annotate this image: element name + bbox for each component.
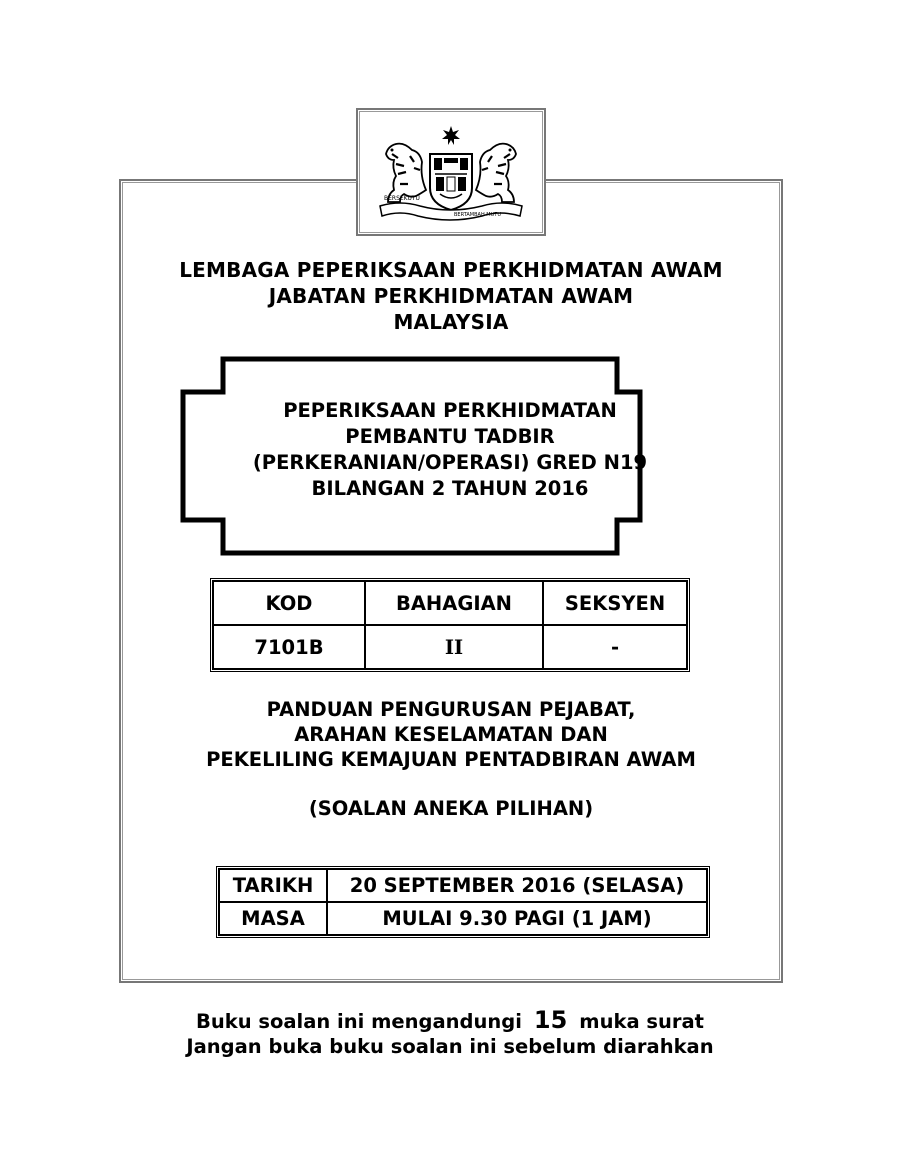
exam-title <box>230 398 670 502</box>
date-label: TARIKH <box>219 869 327 902</box>
code-value: 7101B <box>213 625 365 669</box>
subject-line-2: ARAHAN KESELAMATAN DAN <box>294 723 608 746</box>
crest-motto-right: BERTAMBAH MUTU <box>454 212 501 218</box>
exam-title-line-1: PEPERIKSAAN PERKHIDMATAN <box>283 399 617 422</box>
schedule-date-row <box>219 869 707 902</box>
crest-motto-left: BERSEKUTU <box>384 195 420 202</box>
code-table-header-row <box>213 581 687 625</box>
page-count-suffix: muka surat <box>579 1010 704 1033</box>
institution-line-3: MALAYSIA <box>393 310 509 334</box>
time-value: MULAI 9.30 PAGI (1 JAM) <box>327 902 707 935</box>
schedule-table <box>216 866 710 938</box>
institution-line-1: LEMBAGA PEPERIKSAAN PERKHIDMATAN AWAM <box>179 258 723 282</box>
code-table <box>210 578 690 672</box>
institution-line-2: JABATAN PERKHIDMATAN AWAM <box>268 284 634 308</box>
code-header: KOD <box>213 581 365 625</box>
time-label: MASA <box>219 902 327 935</box>
page-count-prefix: Buku soalan ini mengandungi <box>195 1010 522 1033</box>
do-not-open-instruction: Jangan buka buku soalan ini sebelum diarahkan <box>186 1035 714 1058</box>
exam-title-line-3: (PERKERANIAN/OPERASI) GRED N19 <box>252 451 648 474</box>
schedule-time-row <box>219 902 707 935</box>
date-value: 20 SEPTEMBER 2016 (SELASA) <box>327 869 707 902</box>
section-value: II <box>365 625 543 669</box>
subject-line-1: PANDUAN PENGURUSAN PEJABAT, <box>266 698 636 721</box>
section-header: BAHAGIAN <box>365 581 543 625</box>
subsection-value: - <box>543 625 687 669</box>
coat-of-arms-icon <box>374 120 528 224</box>
question-format: (SOALAN ANEKA PILIHAN) <box>308 797 594 820</box>
exam-title-line-4: BILANGAN 2 TAHUN 2016 <box>311 477 589 500</box>
exam-title-line-2: PEMBANTU TADBIR <box>345 425 555 448</box>
page-count-note <box>0 1006 900 1034</box>
page-count: 15 <box>533 1006 568 1034</box>
subject-line-3: PEKELILING KEMAJUAN PENTADBIRAN AWAM <box>206 748 696 771</box>
coat-of-arms-box <box>356 108 546 236</box>
code-table-value-row <box>213 625 687 669</box>
subsection-header: SEKSYEN <box>543 581 687 625</box>
